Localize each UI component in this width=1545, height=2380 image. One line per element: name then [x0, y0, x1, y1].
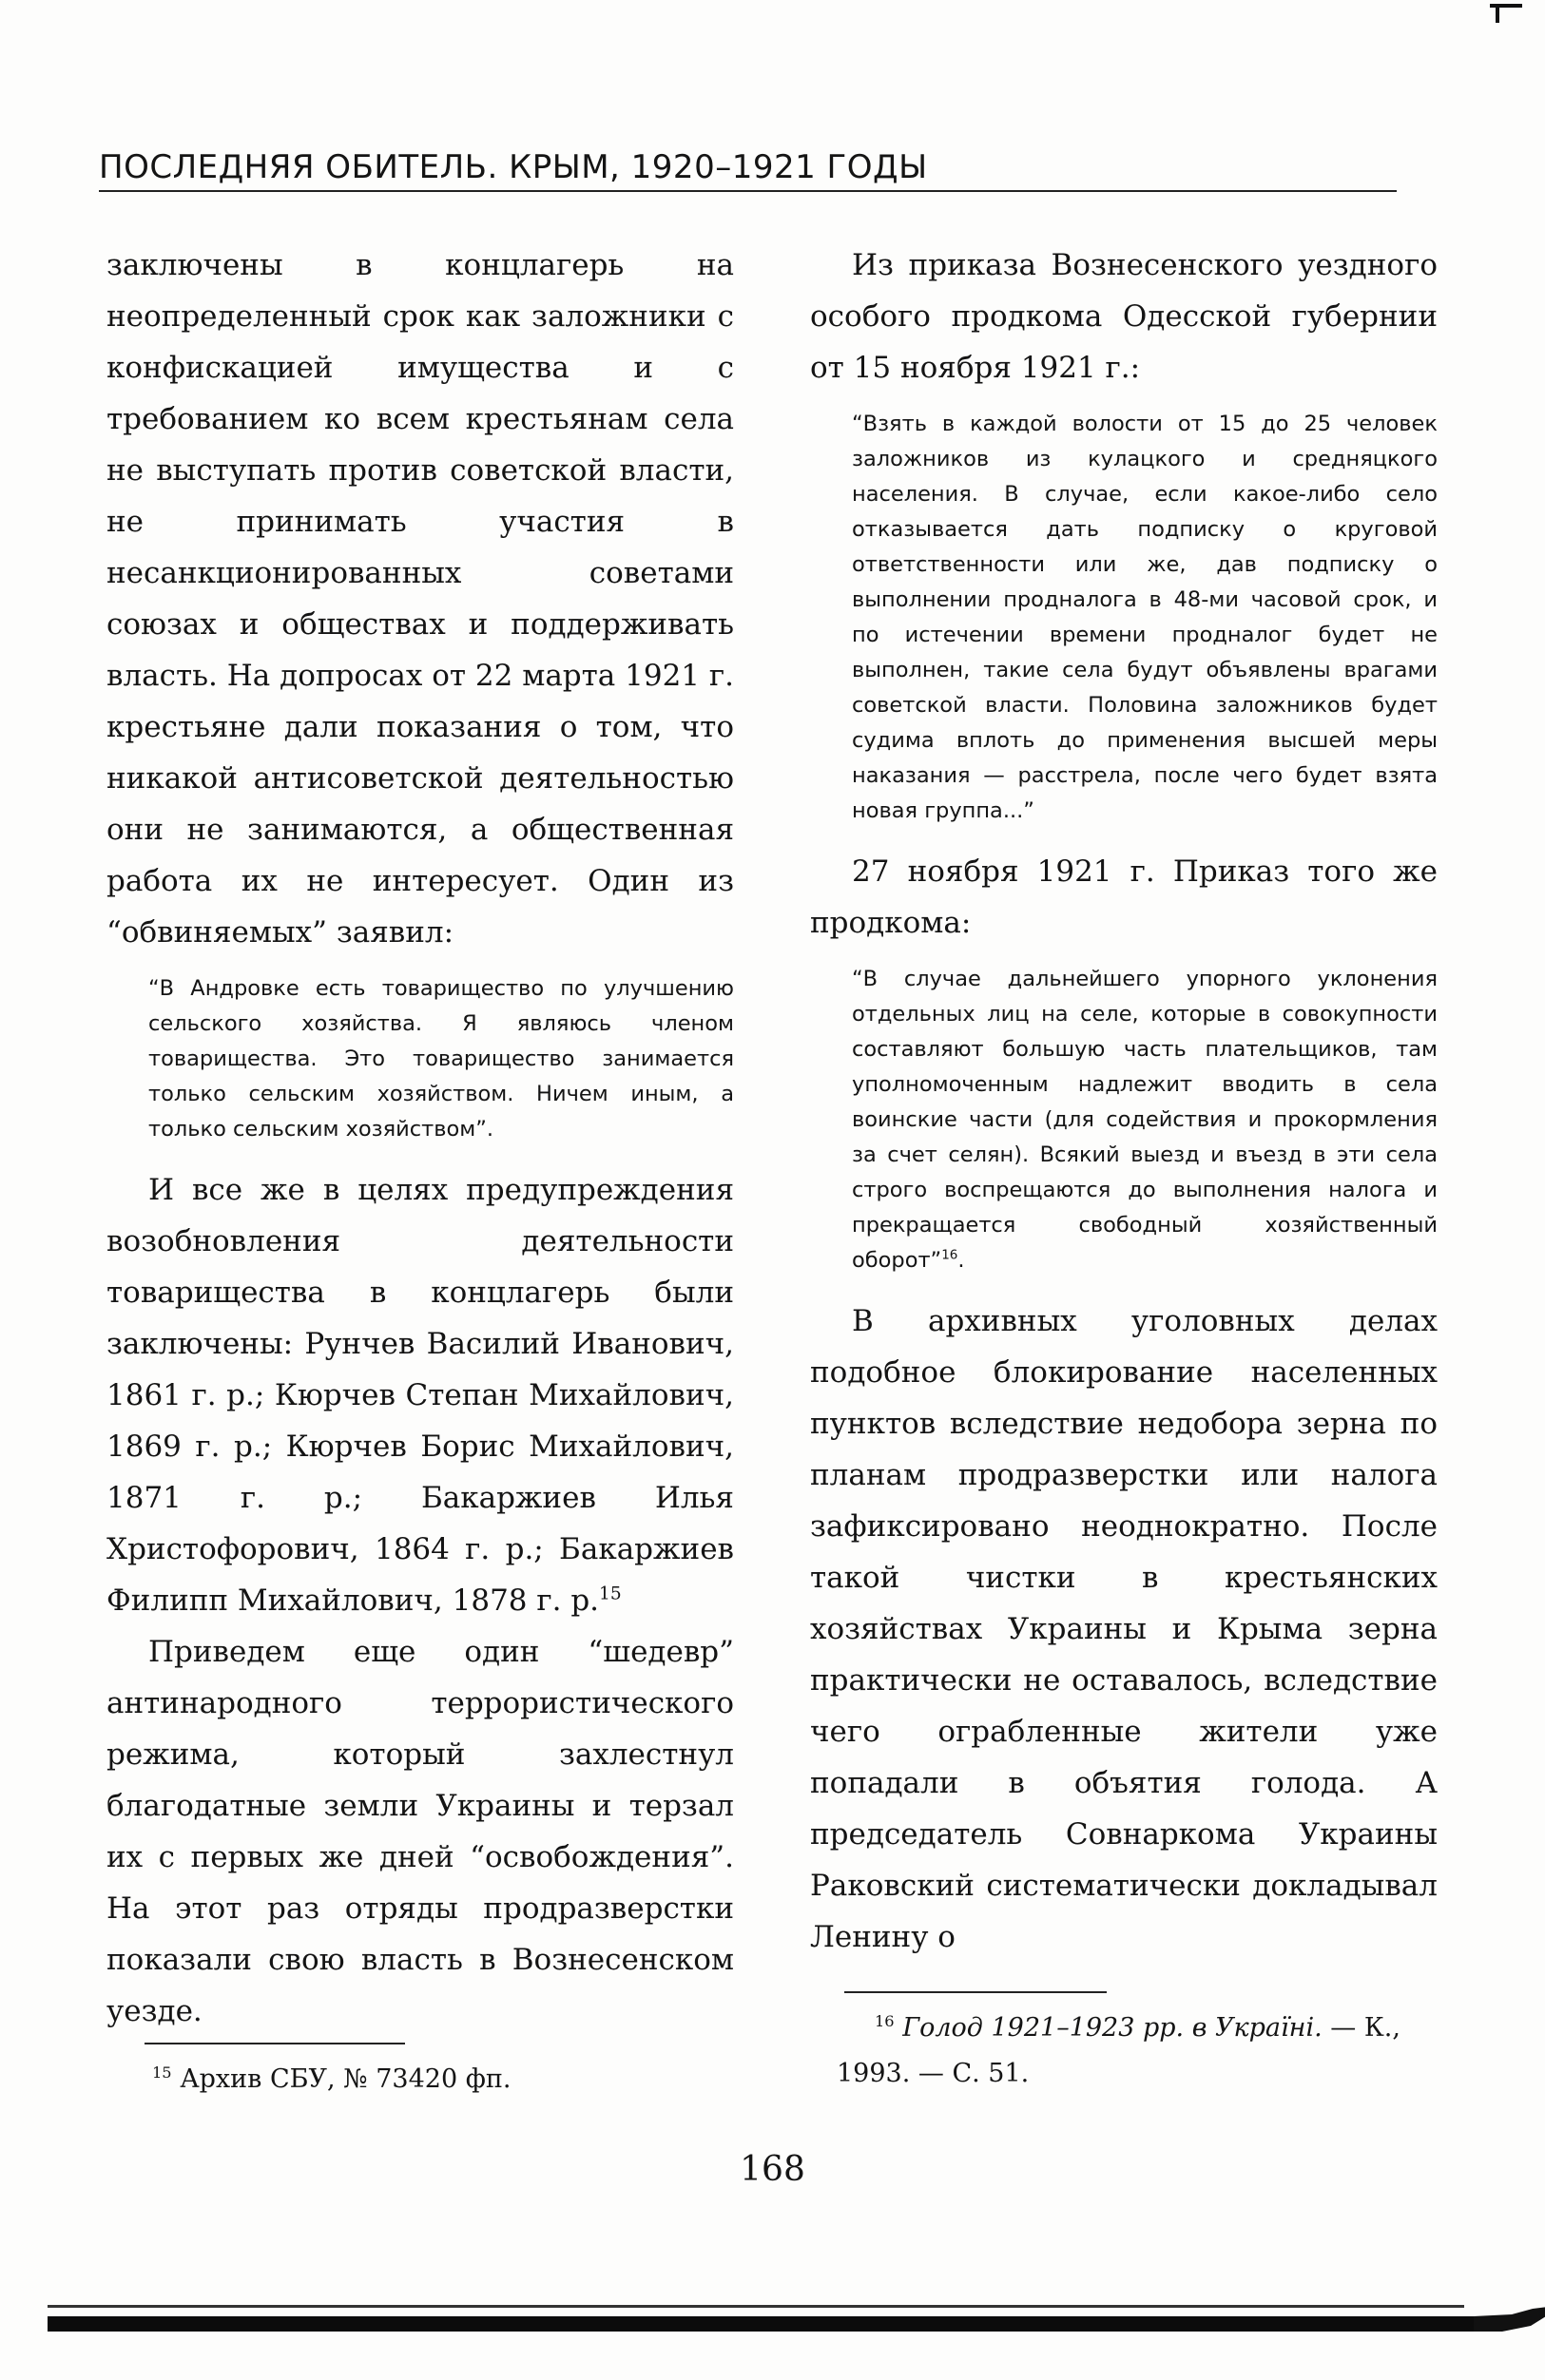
left-quote: “В Андровке есть товарищество по улучшению сельского хозяйства. Я являюсь членом товарищества. Это товарищество занимается только сельским хозяйством. Ничем иным, а только сельским хозяйством”.	[148, 976, 734, 1142]
footnote-number: 15	[152, 2063, 172, 2082]
footnote-rule-left	[145, 2043, 405, 2044]
footnote-rule-right	[844, 1991, 1107, 1993]
right-paragraph-3: В архивных уголовных делах подобное блокирование населенных пунктов вследствие недобора зерна по планам продразверстки или налога зафиксировано неоднократно. После такой чистки в крестьянских хозяйствах Украины и Крыма зерна практически не оставалось, вследствие чего ограбленные жители уже попадали в объятия голода. А председатель Совнаркома Украины Раковский систематически докладывал Ленину о	[810, 1304, 1438, 1954]
scan-artifact-icon	[1474, 2305, 1545, 2332]
crop-mark	[1490, 4, 1522, 23]
footnote-15	[152, 2057, 685, 2102]
right-quote-1: “Взять в каждой волости от 15 до 25 человек заложников из кулацкого и средняцкого населения. В случае, если какое-либо село отказывается дать подписку о круговой ответственности или же, дав подписку о выполнении продналога в 48-ми часовой срок, и по истечении времени продналог будет не выполнен, такие села будут объявлены врагами советской власти. Половина заложников будет судима вплоть до применения высшей меры наказания — расстрела, после чего будет взята новая группа...”	[852, 412, 1438, 823]
left-paragraph-2	[106, 1164, 734, 1626]
footnote-title: Голод 1921–1923 рр. в Україні.	[902, 2013, 1323, 2043]
left-column	[106, 240, 734, 2037]
running-header: ПОСЛЕДНЯЯ ОБИТЕЛЬ. КРЫМ, 1920–1921 ГОДЫ	[99, 148, 1397, 192]
right-column	[810, 240, 1438, 1963]
footnote-16	[837, 2006, 1445, 2097]
footnote-text: — К., 1993. — С. 51.	[837, 2013, 1400, 2088]
footnote-text: Архив СБУ, № 73420 фп.	[180, 2064, 512, 2094]
right-quote-2: “В случае дальнейшего упорного уклонения отдельных лиц на селе, которые в совокупности составляют большую часть плательщиков, там уполномоченным надлежит вводить в села воинские части (для содействия и прокормления за счет селян). Всякий выезд и въезд в эти села строго воспрещаются до выполнения налога и прекращается свободный хозяйственный оборот”$^{16}$.	[852, 967, 1438, 1273]
right-paragraph-1: Из приказа Вознесенского уездного особого продкома Одесской губернии от 15 ноября 1921 г.:	[810, 248, 1438, 385]
page-number: 168	[740, 2150, 805, 2189]
left-paragraph-2-text: И все же в целях предупреждения возобновления деятельности товарищества в концлагерь были заключены: Рунчев Василий Иванович, 1861 г. р.; Кюрчев Степан Михайлович, 1869 г. р.; Кюрчев Борис Михайлович, 1871 г. р.; Бакаржиев Илья Христофорович, 1864 г. р.; Бакаржиев Филипп Михайлович, 1878 г. р.	[106, 1173, 734, 1618]
footnote-number: 16	[875, 2012, 895, 2030]
left-paragraph-3: Приведем еще один “шедевр” антинародного террористического режима, который захлестнул благодатные земли Украины и терзал их с первых же дней “освобождения”. На этот раз отряды продразверстки показали свою власть в Вознесенском уезде.	[106, 1635, 734, 2028]
footnote-ref-16: 16	[941, 1247, 958, 1263]
footnote-ref-15: 15	[599, 1583, 622, 1604]
right-paragraph-2: 27 ноября 1921 г. Приказ того же продкома:	[810, 854, 1438, 940]
left-paragraph-1: заключены в концлагерь на неопределенный срок как заложники с конфискацией имущества и с требованием ко всем крестьянам села не выступать против советской власти, не принимать участия в несанкционированных советами союзах и обществах и поддерживать власть. На допросах от 22 марта 1921 г. крестьяне дали показания о том, что никакой антисоветской деятельностью они не занимаются, а общественная работа их не интересует. Один из “обвиняемых” заявил:	[106, 248, 734, 950]
right-quote-2-text: “В случае дальнейшего упорного уклонения отдельных лиц на селе, которые в совокупности составляют большую часть плательщиков, там уполномоченным надлежит вводить в села воинские части (для содействия и прокормления за счет селян). Всякий выезд и въезд в эти села строго воспрещаются до выполнения налога и прекращается свободный хозяйственный оборот”	[852, 967, 1438, 1273]
scan-edge-bar	[48, 2305, 1531, 2333]
